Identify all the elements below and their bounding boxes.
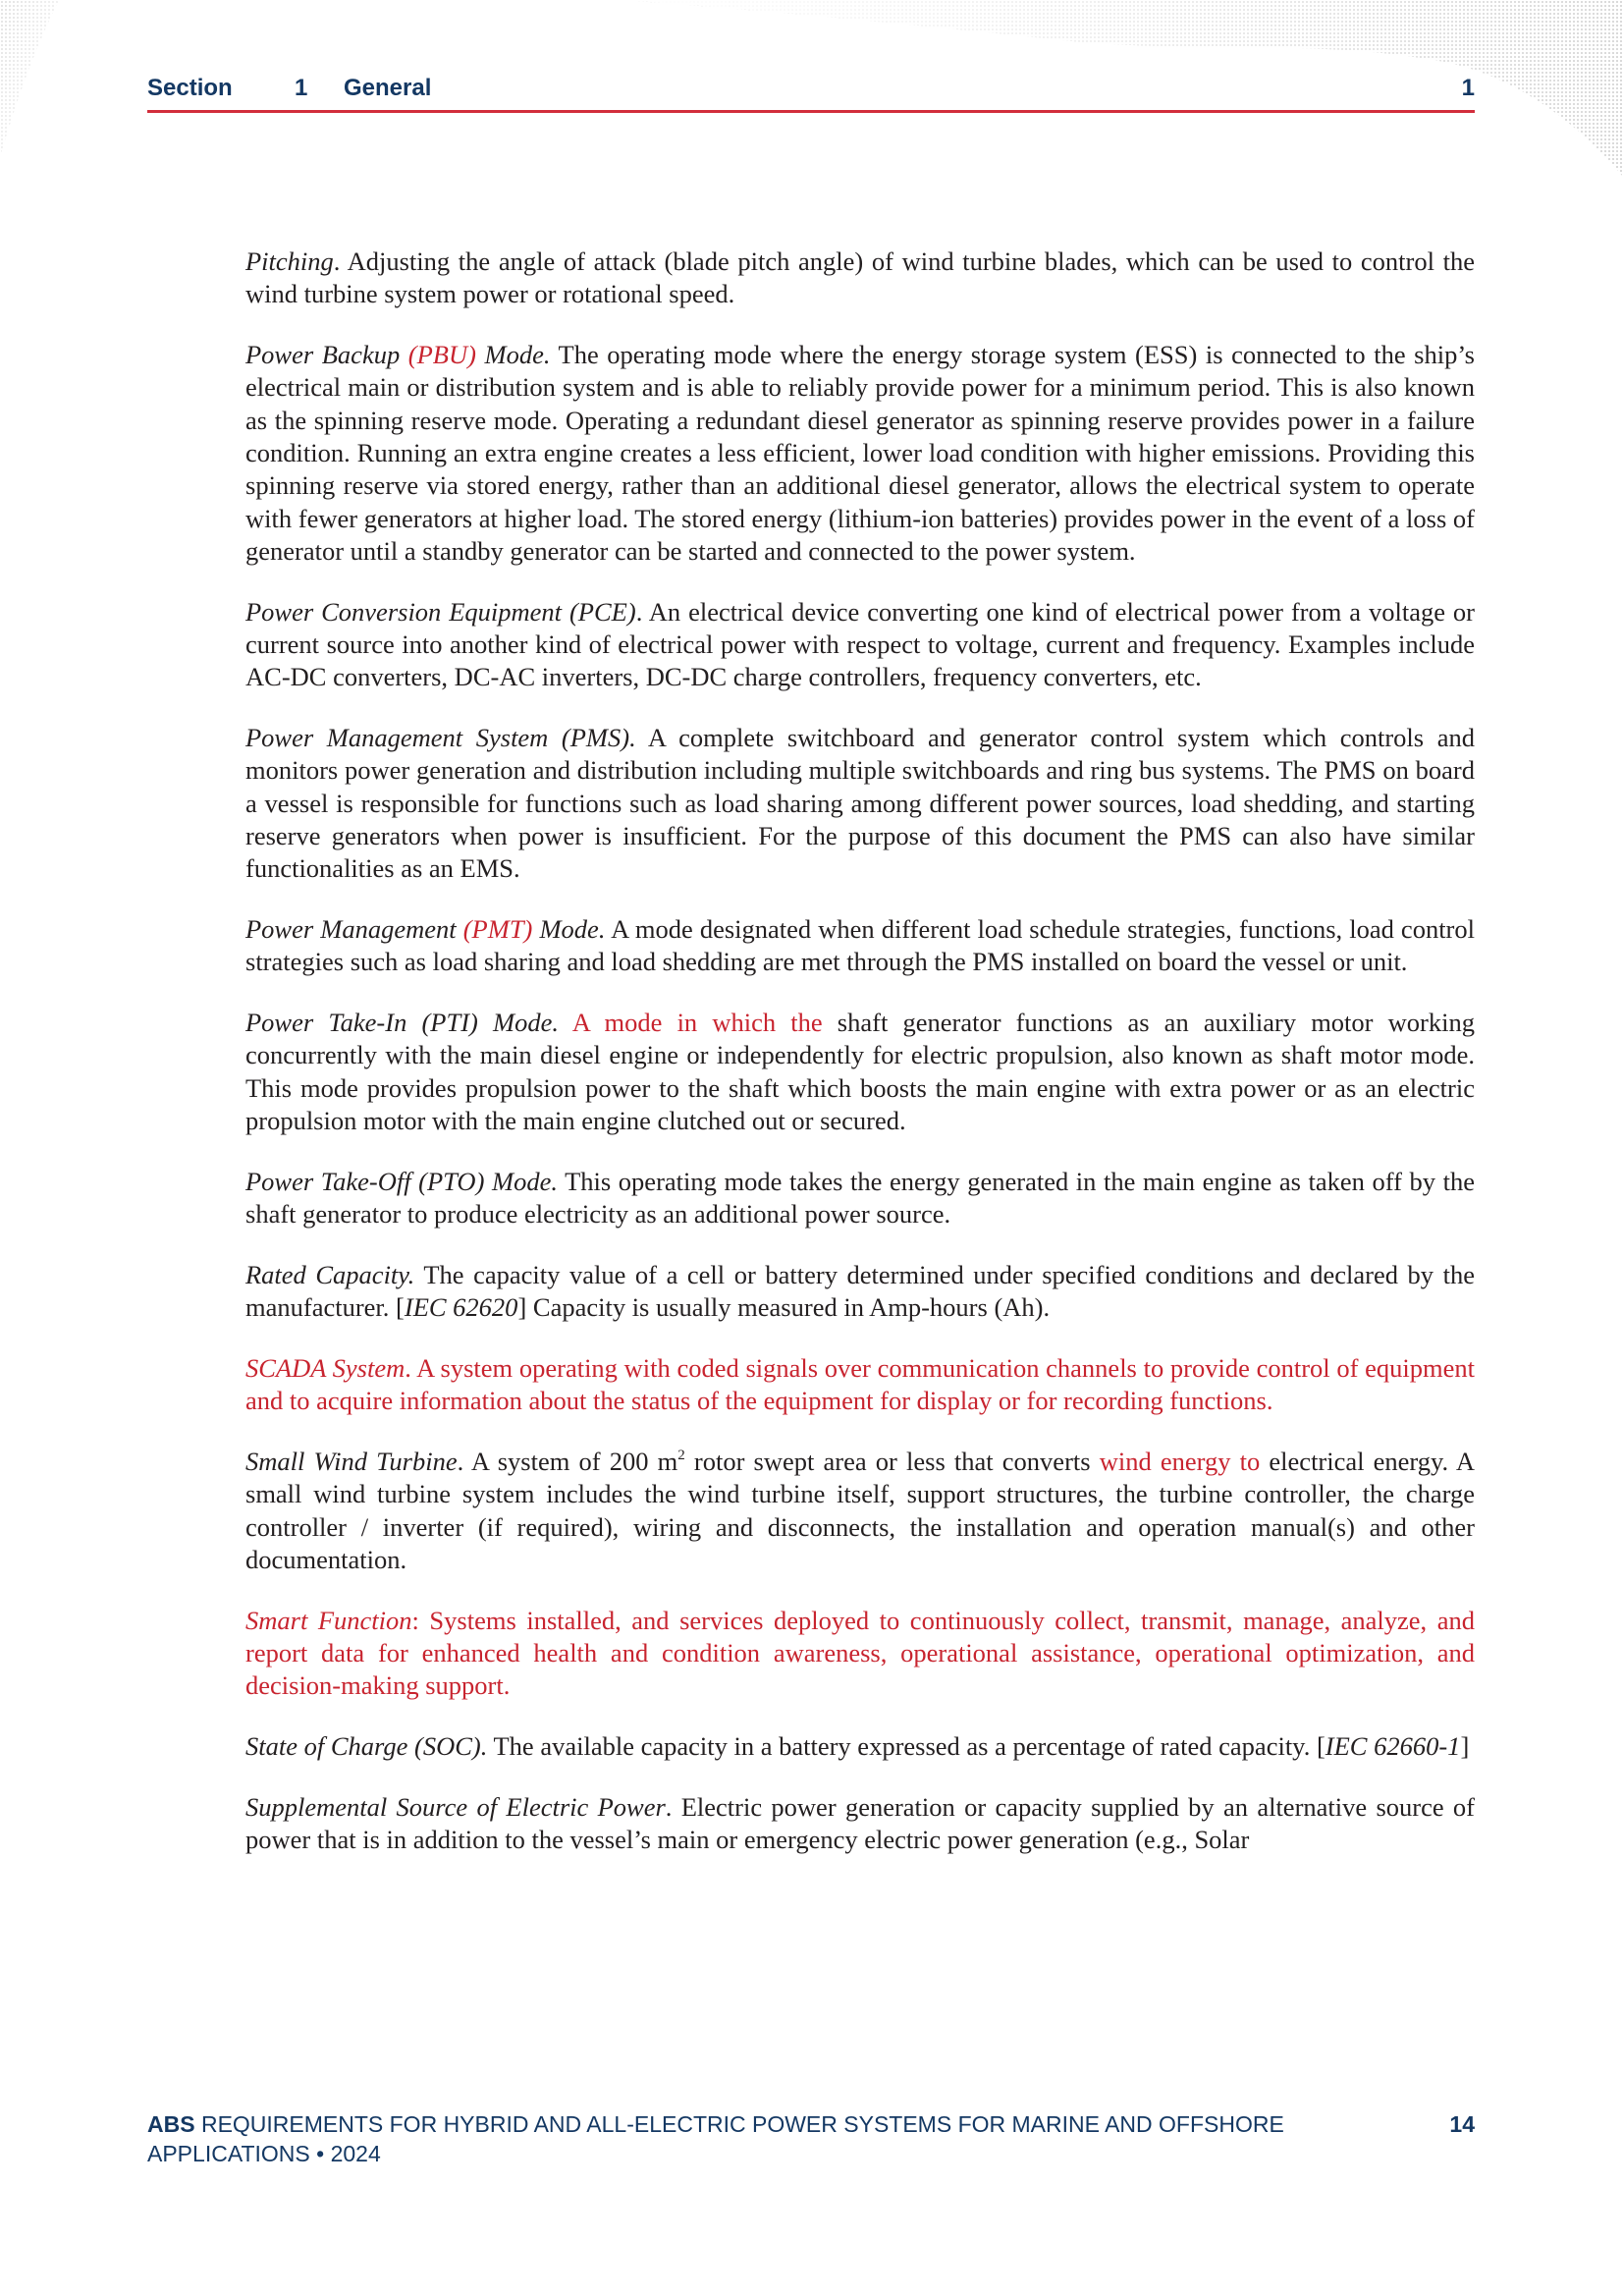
definition-entry: Small Wind Turbine. A system of 200 $m^2$ rotor swept area or less that converts wind energy to electrical energy. A small wind turbine system includes the wind turbine itself, support structures, the turbine controller, the charge controller / inverter (if required), wiring and disconnects, the installation and operation manual(s) and other documentation. (245, 1447, 1475, 1574)
revision-mark: (PBU) (407, 340, 476, 370)
page-footer (147, 2109, 1475, 2168)
definition-entry (245, 1166, 1475, 1231)
definition-term: Power Take-In (PTI) Mode. (245, 1008, 559, 1038)
definition-term: Rated Capacity. (245, 1259, 415, 1289)
definition-term: Power Management System (PMS). (245, 723, 636, 753)
section-title: General (344, 75, 432, 101)
definition-text: The available capacity in a battery expressed as a percentage of rated capacity. [ (493, 1731, 1325, 1762)
definition-entry: Pitching. Adjusting the angle of attack (blade pitch angle) of wind turbine blades, which can be used to control the wind turbine system power or rotational speed. (245, 246, 1475, 309)
definition-entry (245, 339, 1475, 568)
definition-term: Power Take-Off (PTO) Mode. (245, 1166, 558, 1196)
definition-text: This operating mode takes the energy generated in the main engine as taken off by the shaft generator to produce electricity as an additional power source. (245, 1166, 1475, 1230)
definition-text: The operating mode where the energy storage system (ESS) is connected to the ship’s electrical main or distribution system and is able to reliably provide power for a minimum period. This is also known as the spinning reserve mode. Operating a redundant diesel generator as spinning reserve provides power in a failure condition. Running an extra engine creates a less efficient, lower load condition with higher emissions. Providing this spinning reserve via stored energy, rather than an additional diesel generator, allows the electrical system to operate with fewer generators at higher load. The stored energy (lithium-ion batteries) provides power in the event of a loss of generator until a standby generator can be started and connected to the power system. (245, 340, 1475, 566)
standard-reference: IEC 62620 (404, 1292, 518, 1323)
definition-text: : Systems installed, and services deployed to continuously collect, transmit, manage, analyze, and report data for enhanced health and condition awareness, operational assistance, operational optimization, and decision-making support. (245, 1605, 1475, 1701)
definition-entry (245, 1352, 1475, 1418)
revision-mark: (PMT) (462, 914, 533, 945)
publication-year: 2024 (330, 2141, 381, 2166)
definition-entry: Supplemental Source of Electric Power. Electric power generation or capacity supplied by an alternative source of power that is in addition to the vessel’s main or emergency electric power generation (e.g., Solar (245, 1791, 1475, 1855)
definition-text: shaft generator functions as an auxiliary motor working concurrently with the main diesel engine or independently for electric propulsion, also known as shaft motor mode. This mode provides propulsion power to the shaft which boosts the main engine with extra power or as an electric propulsion motor with the main engine clutched out or secured. (245, 1008, 1475, 1136)
definition-text: A complete switchboard and generator control system which controls and monitors power generation and distribution including multiple switchboards and ring bus systems. The PMS on board a vessel is responsible for functions such as load sharing among different power sources, load shedding, and starting reserve generators when power is insufficient. For the purpose of this document the PMS can also have similar functionalities as an EMS. (245, 723, 1475, 884)
definition-entry: State of Charge (SOC). The available capacity in a battery expressed as a percentage of rated capacity. [IEC 62660-1] (245, 1731, 1470, 1762)
footer-document-title: ABS REQUIREMENTS FOR HYBRID AND ALL-ELECTRIC POWER SYSTEMS FOR MARINE AND OFFSHORE APPLICATIONS • 2024 (147, 2111, 1284, 2166)
definition-text: An electrical device converting one kind of electrical power from a voltage or current source into another kind of electrical power with respect to voltage, current and frequency. Examples include AC-DC converters, DC-AC inverters, DC-DC charge controllers, frequency converters, etc. (245, 596, 1475, 692)
definition-term: Small Wind Turbine (245, 1447, 458, 1477)
chapter-number: 1 (1461, 75, 1475, 101)
definition-entry (245, 1007, 1475, 1137)
standard-reference: IEC 62660-1 (1325, 1731, 1461, 1762)
definition-text: . A system operating with coded signals over communication channels to provide control of equipment and to acquire information about the status of the equipment for display or for recording functions. (245, 1353, 1475, 1416)
header-divider (147, 110, 1475, 113)
definition-entry (245, 1605, 1475, 1703)
definition-term: Supplemental Source of Electric Power (245, 1791, 666, 1822)
revision-mark: A mode in which the (571, 1008, 823, 1038)
definition-term: Smart Function (245, 1605, 412, 1635)
page-header (147, 75, 1475, 112)
brand-name: ABS (147, 2111, 195, 2137)
definition-text: Adjusting the angle of attack (blade pitch angle) of wind turbine blades, which can be used to control the wind turbine system power or rotational speed. (245, 246, 1475, 309)
definition-term: Pitching (245, 246, 334, 276)
definition-text: Electric power generation or capacity supplied by an alternative source of power that is in addition to the vessel’s main or emergency electric power generation (e.g., Solar (245, 1791, 1475, 1855)
definition-entry: Rated Capacity. The capacity value of a cell or battery determined under specified conditions and declared by the manufacturer. [IEC 62620] Capacity is usually measured in Amp-hours (Ah). (245, 1259, 1476, 1323)
definition-term: SCADA System (245, 1353, 406, 1384)
definition-term: Power Management (PMT) Mode. (245, 914, 606, 945)
definition-entry (245, 722, 1475, 885)
definition-term: State of Charge (SOC). (245, 1731, 488, 1762)
section-label: Section (147, 75, 233, 101)
definition-term: Power Conversion Equipment (PCE) (245, 596, 636, 627)
definition-text: A mode designated when different load schedule strategies, functions, load control strategies such as load sharing and load shedding are met through the PMS installed on board the vessel or unit. (245, 914, 1475, 977)
definition-entry: Power Conversion Equipment (PCE). An electrical device converting one kind of electrical power from a voltage or current source into another kind of electrical power with respect to voltage, current and frequency. Examples include AC-DC converters, DC-AC inverters, DC-DC charge controllers, frequency converters, etc. (245, 596, 1475, 692)
definitions-body (245, 246, 1475, 1885)
definition-term: Power Backup (PBU) Mode. (245, 340, 551, 370)
page-number: 14 (1449, 2111, 1475, 2137)
definition-text: The capacity value of a cell or battery determined under specified conditions and declared by the manufacturer. [ (245, 1259, 1476, 1323)
superscript: 2 (677, 1448, 685, 1464)
section-number: 1 (295, 75, 308, 101)
definition-entry (245, 913, 1475, 979)
revision-mark: wind energy to (1099, 1447, 1261, 1477)
